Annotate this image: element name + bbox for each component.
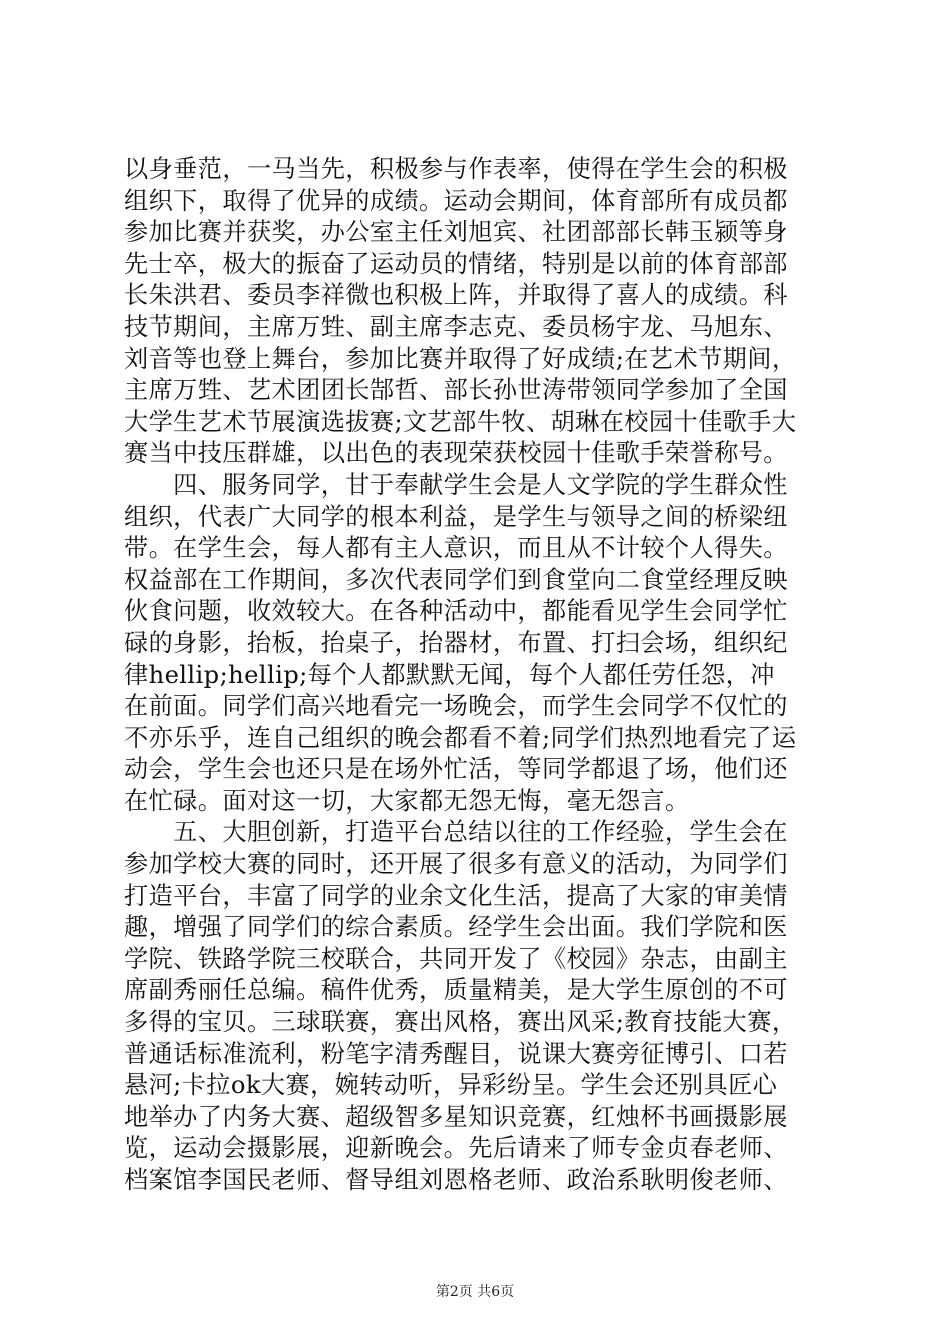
- text-line: 碌的身影，抬板，抬桌子，抬器材，布置、打扫会场，组织纪: [124, 628, 788, 657]
- text-line: 趣，增强了同学们的综合素质。经学生会出面。我们学院和医: [124, 913, 788, 942]
- text-line: 览，运动会摄影展，迎新晚会。先后请来了师专金贞春老师、: [124, 1134, 788, 1163]
- text-line: 先士卒，极大的振奋了运动员的情绪，特别是以前的体育部部: [124, 249, 788, 278]
- text-line: 长朱洪君、委员李祥微也积极上阵，并取得了喜人的成绩。科: [124, 281, 788, 310]
- text-line: 五、大胆创新，打造平台总结以往的工作经验，学生会在: [124, 818, 788, 847]
- text-line: 带。在学生会，每人都有主人意识，而且从不计较个人得失。: [124, 534, 788, 563]
- text-line: 悬河;卡拉ok大赛，婉转动听，异彩纷呈。学生会还别具匠心: [124, 1071, 778, 1100]
- text-line: 在忙碌。面对这一切，大家都无怨无悔，毫无怨言。: [124, 786, 690, 815]
- text-line: 技节期间，主席万甡、副主席李志克、委员杨宇龙、马旭东、: [124, 312, 788, 341]
- text-line: 动会，学生会也还只是在场外忙活，等同学都退了场，他们还: [124, 755, 788, 784]
- text-line: 参加学校大赛的同时，还开展了很多有意义的活动，为同学们: [124, 850, 788, 879]
- text-line: 组织下，取得了优异的成绩。运动会期间，体育部所有成员都: [124, 186, 788, 215]
- text-line: 四、服务同学，甘于奉献学生会是人文学院的学生群众性: [124, 470, 788, 499]
- text-line: 大学生艺术节展演选拔赛;文艺部牛牧、胡琳在校园十佳歌手大: [124, 407, 797, 436]
- text-line: 参加比赛并获奖，办公室主任刘旭宾、社团部部长韩玉颍等身: [124, 218, 788, 247]
- page-footer: [0, 1281, 950, 1301]
- text-line: 普通话标准流利，粉笔字清秀醒目，说课大赛旁征博引、口若: [124, 1039, 788, 1068]
- text-line: 组织，代表广大同学的根本利益，是学生与领导之间的桥梁纽: [124, 502, 788, 531]
- text-line: 伙食问题，收效较大。在各种活动中，都能看见学生会同学忙: [124, 597, 788, 626]
- text-line: 多得的宝贝。三球联赛，赛出风格，赛出风采;教育技能大赛，: [124, 1008, 797, 1037]
- text-line: 席副秀丽任总编。稿件优秀，质量精美，是大学生原创的不可: [124, 976, 788, 1005]
- text-line: 以身垂范，一马当先，积极参与作表率，使得在学生会的积极: [124, 155, 788, 183]
- text-line: 赛当中技压群雄，以出色的表现荣获校园十佳歌手荣誉称号。: [124, 439, 788, 468]
- text-line: 档案馆李国民老师、督导组刘恩格老师、政治系耿明俊老师、: [124, 1166, 788, 1194]
- text-line: 刘音等也登上舞台，参加比赛并取得了好成绩;在艺术节期间，: [124, 344, 797, 373]
- text-line: 权益部在工作期间，多次代表同学们到食堂向二食堂经理反映: [124, 565, 788, 594]
- text-line: 律hellip;hellip;每个人都默默无闻，每个人都任劳任怨，冲: [124, 660, 775, 689]
- text-line: 地举办了内务大赛、超级智多星知识竞赛，红烛杯书画摄影展: [124, 1102, 788, 1131]
- text-line: 在前面。同学们高兴地看完一场晚会，而学生会同学不仅忙的: [124, 692, 788, 721]
- text-line: 打造平台，丰富了同学的业余文化生活，提高了大家的审美情: [124, 881, 788, 910]
- body-text: [124, 154, 836, 1197]
- page-number-label: 第2页 共6页: [435, 1284, 515, 1300]
- text-line: 主席万甡、艺术团团长郜哲、部长孙世涛带领同学参加了全国: [124, 376, 788, 405]
- text-line: 学院、铁路学院三校联合，共同开发了《校园》杂志，由副主: [124, 944, 788, 973]
- text-line: 不亦乐乎，连自己组织的晚会都看不着;同学们热烈地看完了运: [124, 723, 797, 752]
